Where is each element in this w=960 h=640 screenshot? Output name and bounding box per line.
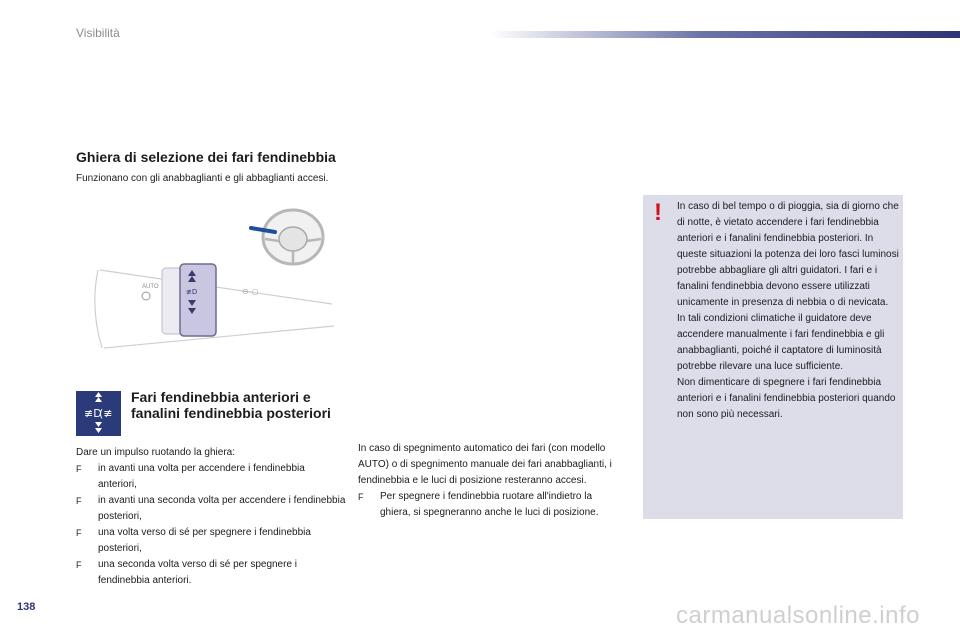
warning-paragraph: In caso di bel tempo o di pioggia, sia di giorno che di notte, è vietato accendere i fari fendinebbia anteriori e i fanalini fendinebbia posteriori. In queste situazioni la potenza dei loro fasci luminosi potrebbe abbagliare gli altri guidatori. I fari e i fanalini fendinebbia devono essere utilizzati unicamente in presenza di nebbia o di nevicata. [677,201,899,308]
list-item-text: una volta verso di sé per spegnere i fendinebbia posteriori, [98,527,311,554]
list-item-text: in avanti una volta per accendere i fendinebbia anteriori, [98,463,305,490]
list-item-text: in avanti una seconda volta per accendere i fendinebbia posteriori, [98,495,346,522]
list-item-text: Per spegnere i fendinebbia ruotare all'indietro la ghiera, si spegneranno anche le luci di posizione. [380,491,599,518]
instructions-lead: Dare un impulso ruotando la ghiera: [76,447,235,458]
intro-text: Funzionano con gli anabbaglianti e gli abbaglianti accesi. [76,173,329,184]
page-number: 138 [17,601,36,613]
list-item [76,461,346,493]
list-item [76,557,346,589]
svg-text:≢D: ≢D [84,407,102,420]
list-item [358,489,623,521]
list-item-text: una seconda volta verso di sé per spegnere i fendinebbia anteriori. [98,559,298,586]
auto-off-list [358,489,623,521]
warning-paragraph: In tali condizioni climatiche il guidatore deve accendere manualmente i fari fendinebbia e gli anabbaglianti, poiché il captatore di luminosità potrebbe rilevare una luce sufficiente. [677,313,885,372]
sub-heading: Fari fendinebbia anteriori e fanalini fendinebbia posteriori [131,389,331,421]
warning-icon: ! [654,199,662,226]
svg-text:⊖-○: ⊖-○ [242,287,259,296]
bullet-mark: F [76,464,82,474]
warning-paragraph: Non dimenticare di spegnere i fari fendinebbia anteriori e i fanalini fendinebbia posteriori quando non sono più necessari. [677,377,896,420]
section-title: Visibilità [76,26,120,40]
page-heading: Ghiera di selezione dei fari fendinebbia [76,149,336,165]
svg-text:(≢: (≢ [99,407,113,420]
fog-light-icon [76,391,121,436]
bullet-mark: F [358,492,364,502]
bullet-mark: F [76,560,82,570]
light-stalk-illustration [92,258,342,354]
warning-text [677,199,899,423]
svg-text:≢D: ≢D [186,288,198,296]
instructions-list [76,461,346,589]
stalk-auto-label: AUTO [142,284,159,290]
watermark: carmanualsonline.info [676,602,920,629]
header-bar [490,31,960,38]
auto-off-lead: In caso di spegnimento automatico dei fari (con modello AUTO) o di spegnimento manuale dei fari anabbaglianti, i fendinebbia e le luci di posizione resteranno accesi. [358,443,612,486]
instructions-column [76,445,346,589]
auto-off-column [358,441,623,521]
list-item [76,493,346,525]
list-item [76,525,346,557]
bullet-mark: F [76,528,82,538]
bullet-mark: F [76,496,82,506]
